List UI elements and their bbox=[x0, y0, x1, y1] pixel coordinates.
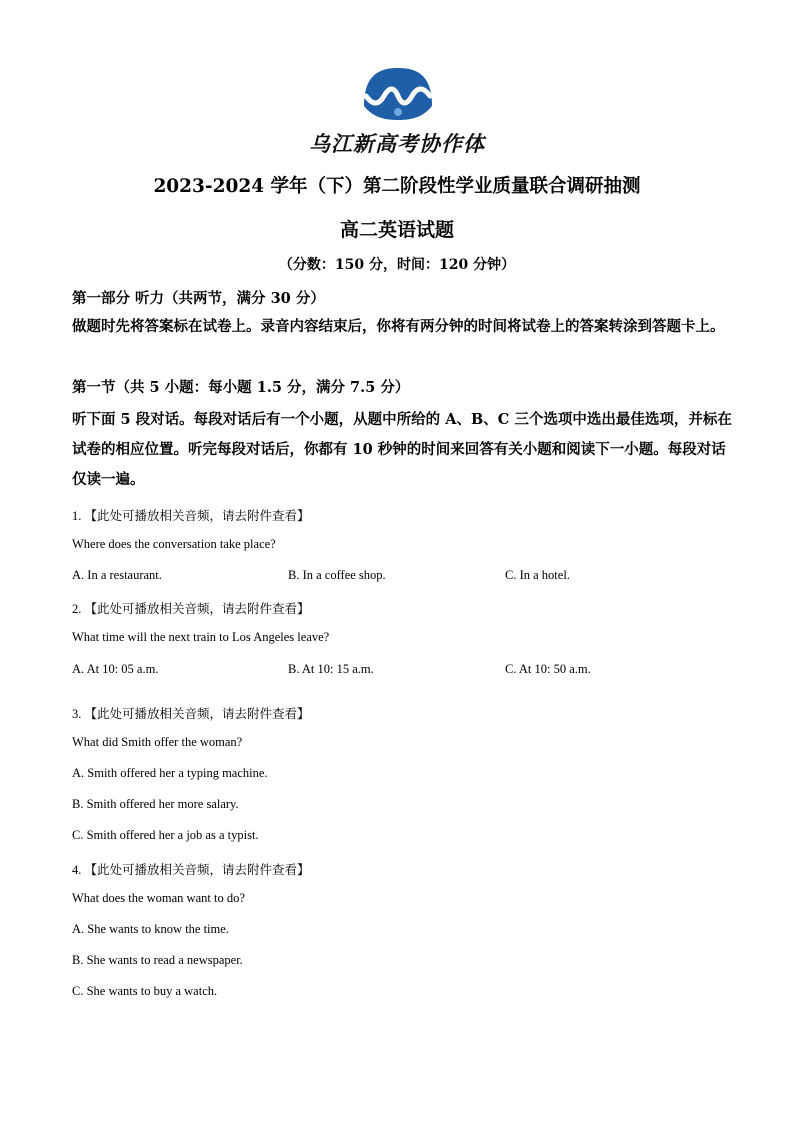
logo bbox=[288, 66, 506, 162]
question-1-tag bbox=[72, 506, 310, 524]
option-a[interactable]: A. Smith offered her a typing machine. bbox=[72, 766, 268, 780]
logo-text: 乌江新高考协作体 bbox=[309, 132, 485, 156]
option-b[interactable]: B. In a coffee shop. bbox=[288, 568, 386, 582]
option-c[interactable]: C. She wants to buy a watch. bbox=[72, 984, 218, 998]
question-number: 2. bbox=[72, 602, 82, 616]
part1-heading: 第一部分 听力（共两节，满分 30 分） bbox=[72, 290, 325, 307]
question-1-text: Where does the conversation take place? bbox=[72, 537, 276, 551]
option-b[interactable]: B. Smith offered her more salary. bbox=[72, 797, 239, 811]
option-c[interactable]: C. At 10: 50 a.m. bbox=[505, 662, 591, 676]
option-c[interactable]: C. In a hotel. bbox=[505, 568, 570, 582]
question-number: 4. bbox=[72, 863, 82, 877]
section1-instructions: 听下面 5 段对话。每段对话后有一个小题，从题中所给的 A、B、C 三个选项中选出最佳选项，并标在试卷的相应位置。听完每段对话后，你都有 10 秒钟的时间来回答有关小题和阅读下一小题。每段对话仅读一遍。 bbox=[72, 411, 732, 488]
option-c[interactable]: C. Smith offered her a job as a typist. bbox=[72, 828, 259, 842]
question-number: 3. bbox=[72, 707, 82, 721]
audio-link[interactable]: 【此处可播放相关音频，请去附件查看】 bbox=[84, 862, 310, 877]
score-time: （分数：150 分，时间：120 分钟） bbox=[278, 257, 516, 273]
option-b[interactable]: B. She wants to read a newspaper. bbox=[72, 953, 243, 967]
audio-link[interactable]: 【此处可播放相关音频，请去附件查看】 bbox=[84, 706, 310, 721]
question-4-text: What does the woman want to do? bbox=[72, 891, 245, 905]
exam-subject: 高二英语试题 bbox=[339, 219, 454, 241]
option-b[interactable]: B. At 10: 15 a.m. bbox=[288, 662, 374, 676]
question-4-tag bbox=[72, 860, 310, 878]
question-number: 1. bbox=[72, 509, 82, 523]
question-2-text: What time will the next train to Los Angeles leave? bbox=[72, 630, 330, 644]
exam-title: 2023-2024 学年（下）第二阶段性学业质量联合调研抽测 bbox=[153, 176, 641, 197]
option-a[interactable]: A. In a restaurant. bbox=[72, 568, 162, 582]
option-a[interactable]: A. She wants to know the time. bbox=[72, 922, 229, 936]
audio-link[interactable]: 【此处可播放相关音频，请去附件查看】 bbox=[84, 601, 310, 616]
question-2-tag bbox=[72, 599, 310, 617]
wave-logo-icon bbox=[358, 66, 438, 122]
section1-heading: 第一节（共 5 小题：每小题 1.5 分，满分 7.5 分） bbox=[72, 379, 410, 396]
part1-instructions: 做题时先将答案标在试卷上。录音内容结束后，你将有两分钟的时间将试卷上的答案转涂到答题卡上。 bbox=[72, 318, 725, 335]
option-a[interactable]: A. At 10: 05 a.m. bbox=[72, 662, 159, 676]
question-3-text: What did Smith offer the woman? bbox=[72, 735, 243, 749]
audio-link[interactable]: 【此处可播放相关音频，请去附件查看】 bbox=[84, 508, 310, 523]
question-3-tag bbox=[72, 704, 310, 722]
